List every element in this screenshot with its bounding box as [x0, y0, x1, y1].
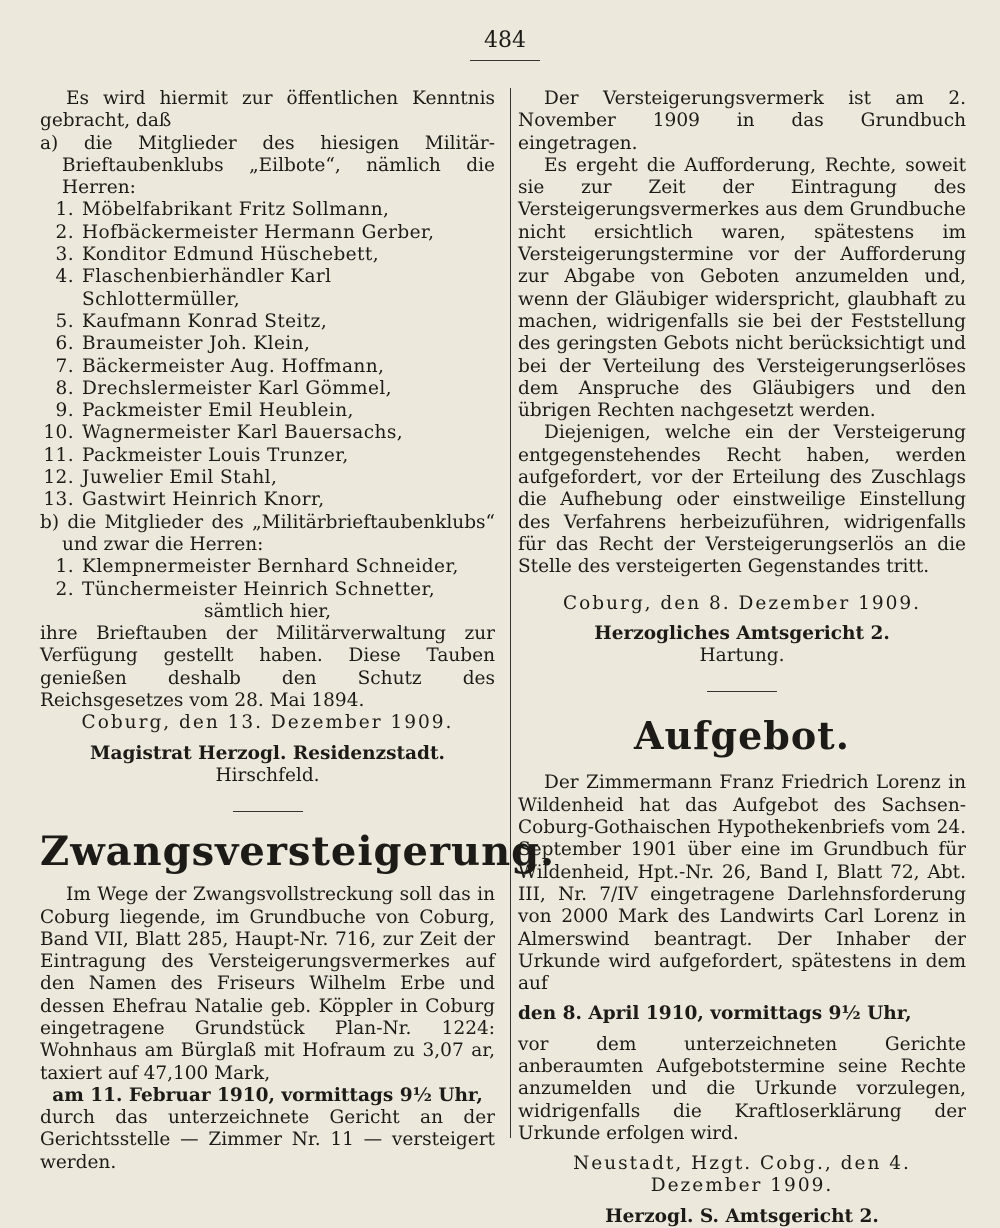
member-number: 8.: [55, 377, 74, 399]
member-item: [40, 266, 495, 311]
member-item: [40, 400, 495, 422]
member-number: 1.: [55, 556, 74, 578]
member-number: 1.: [55, 199, 74, 221]
notice-closing: ihre Brieftauben der Militärverwaltung zur Verfügung gestellt haben. Diese Tauben genießen deshalb den Schutz des Reichsgesetzes vom 28. Mai 1894.: [40, 623, 495, 712]
member-item: [40, 467, 495, 489]
member-item: [40, 556, 495, 578]
member-item: [40, 579, 495, 601]
right-p2: Es ergeht die Aufforderung, Rechte, soweit sie zur Zeit der Eintragung des Versteigerungsvermerkes aus dem Grundbuche nicht ersichtlich waren, spätestens im Versteigerungstermine vor der Aufforderung zur Abgabe von Geboten anzumelden und, wenn der Gläubiger widerspricht, glaubhaft zu machen, widrigenfalls sie bei der Feststellung des geringsten Gebots nicht berücksichtigt und bei der Verteilung des Versteigerungserlöses dem Anspruche des Gläubigers und den übrigen Rechten nachgesetzt werden.: [518, 154, 966, 422]
member-item: [40, 199, 495, 221]
section-separator-right: [707, 691, 777, 692]
member-item: [40, 333, 495, 355]
member-item: [40, 489, 495, 511]
member-name: Flaschenbierhändler Karl Schlottermüller,: [82, 266, 332, 310]
member-name: Wagnermeister Karl Bauersachs,: [82, 422, 403, 444]
member-name: Möbelfabrikant Fritz Sollmann,: [82, 199, 390, 221]
right-column: [518, 80, 966, 1228]
page-number-rule: [470, 60, 540, 61]
member-item: [40, 356, 495, 378]
right-p3: Diejenigen, welche ein der Versteigerung entgegenstehendes Recht haben, werden aufgefordert, vor der Erteilung des Zuschlags die Aufhebung oder einstweilige Einstellung des Verfahrens herbeizuführen, widrigenfalls für das Recht der Versteigerungserlös an die Stelle des versteigerten Gegenstandes tritt.: [518, 422, 966, 578]
auction-date: am 11. Februar 1910, vormittags 9½ Uhr,: [52, 1084, 483, 1106]
member-name: Juwelier Emil Stahl,: [82, 467, 278, 489]
member-item: [40, 244, 495, 266]
member-name: Drechslermeister Karl Gömmel,: [82, 377, 392, 399]
signer-hartung: Hartung.: [699, 645, 785, 667]
member-name: Konditor Edmund Hüschebett,: [82, 244, 379, 266]
member-number: 3.: [55, 244, 74, 266]
member-number: 5.: [55, 310, 74, 332]
saemtlich-line: sämtlich hier,: [204, 600, 331, 622]
aufgebot-text: Der Zimmermann Franz Friedrich Lorenz in Wildenheid hat das Aufgebot des Sachsen-Coburg-Gothaischen Hypothekenbriefs vom 24. September 1901 über eine im Grundbuch für Wildenheid, Hpt.-Nr. 26, Band I, Blatt 72, Abt. III, Nr. 7/IV eingetragene Darlehnsforderung von 2000 Mark des Landwirts Carl Lorenz in Almerswind beantragt. Der Inhaber der Urkunde wird aufgefordert, spätestens in dem auf: [518, 772, 966, 995]
member-number: 2.: [55, 578, 74, 600]
court-herzogliches-amtsgericht: Herzogliches Amtsgericht 2.: [594, 622, 890, 644]
members-a-list: [40, 199, 495, 511]
signer-hirschfeld: Hirschfeld.: [215, 764, 320, 786]
aufgebot-end: vor dem unterzeichneten Gerichte anberaumten Aufgebotstermine seine Rechte anzumelden und die Urkunde vorzulegen, widrigenfalls die Kraftloserklärung der Urkunde erfolgen wird.: [518, 1033, 966, 1144]
member-item: [40, 445, 495, 467]
members-b-list: [40, 556, 495, 601]
dateline-coburg-8: Coburg, den 8. Dezember 1909.: [562, 592, 922, 614]
dateline-neustadt: Neustadt, Hzgt. Cobg., den 4. Dezember 1909.: [573, 1153, 911, 1197]
aufgebot-date: den 8. April 1910, vormittags 9½ Uhr,: [518, 1003, 912, 1025]
member-name: Gastwirt Heinrich Knorr,: [82, 489, 325, 511]
right-p1: Der Versteigerungsvermerk ist am 2. November 1909 in das Grundbuch eingetragen.: [518, 88, 966, 154]
auction-end: durch das unterzeichnete Gericht an der Gerichtsstelle — Zimmer Nr. 11 — versteigert werden.: [40, 1107, 495, 1173]
authority-magistrat: Magistrat Herzogl. Residenzstadt.: [90, 742, 445, 764]
member-name: Klempnermeister Bernhard Schneider,: [82, 556, 459, 578]
member-number: 7.: [55, 355, 74, 377]
court-amtsgericht-2: Herzogl. S. Amtsgericht 2.: [605, 1205, 879, 1227]
member-item: [40, 422, 495, 444]
left-column: [40, 80, 556, 1174]
member-name: Packmeister Emil Heublein,: [82, 400, 354, 422]
member-name: Packmeister Louis Trunzer,: [82, 444, 349, 466]
section-separator: [233, 811, 303, 812]
member-item: [40, 222, 495, 244]
member-number: 6.: [55, 333, 74, 355]
member-item: [40, 311, 495, 333]
aufgebot-title: Aufgebot.: [634, 713, 850, 759]
member-number: 10.: [43, 422, 74, 444]
member-name: Hofbäckermeister Hermann Gerber,: [82, 221, 435, 243]
part-b-heading: b) die Mitglieder des „Militärbrieftaubenklubs“ und zwar die Herren:: [40, 511, 495, 555]
dateline-coburg-13: Coburg, den 13. Dezember 1909.: [81, 712, 454, 734]
member-number: 4.: [55, 266, 74, 288]
member-number: 11.: [43, 444, 74, 466]
member-name: Kaufmann Konrad Steitz,: [82, 310, 328, 332]
member-item: [40, 378, 495, 400]
member-number: 2.: [55, 221, 74, 243]
member-name: Bäckermeister Aug. Hoffmann,: [82, 355, 385, 377]
part-a-heading: a) die Mitglieder des hiesigen Militär-Brieftaubenklubs „Eilbote“, nämlich die Herren:: [40, 132, 495, 199]
auction-title: Zwangsversteigerung.: [40, 828, 556, 876]
page-number: 484: [484, 28, 526, 53]
member-number: 13.: [43, 489, 74, 511]
member-name: Braumeister Joh. Klein,: [82, 333, 311, 355]
member-number: 9.: [55, 400, 74, 422]
member-name: Tünchermeister Heinrich Schnetter,: [82, 578, 435, 600]
column-divider: [510, 88, 511, 1138]
auction-text: Im Wege der Zwangsvollstreckung soll das in Coburg liegende, im Grundbuche von Coburg, Band VII, Blatt 285, Haupt-Nr. 716, zur Zeit der Eintragung des Versteigerungsvermerkes auf den Namen des Friseurs Wilhelm Erbe und dessen Ehefrau Natalie geb. Köppler in Coburg eingetragene Grundstück Plan-Nr. 1224: Wohnhaus am Bürglaß mit Hofraum zu 3,07 ar, taxiert auf 47,100 Mark,: [40, 884, 495, 1084]
notice-intro: Es wird hiermit zur öffentlichen Kenntnis gebracht, daß: [40, 88, 495, 132]
member-number: 12.: [43, 467, 74, 489]
